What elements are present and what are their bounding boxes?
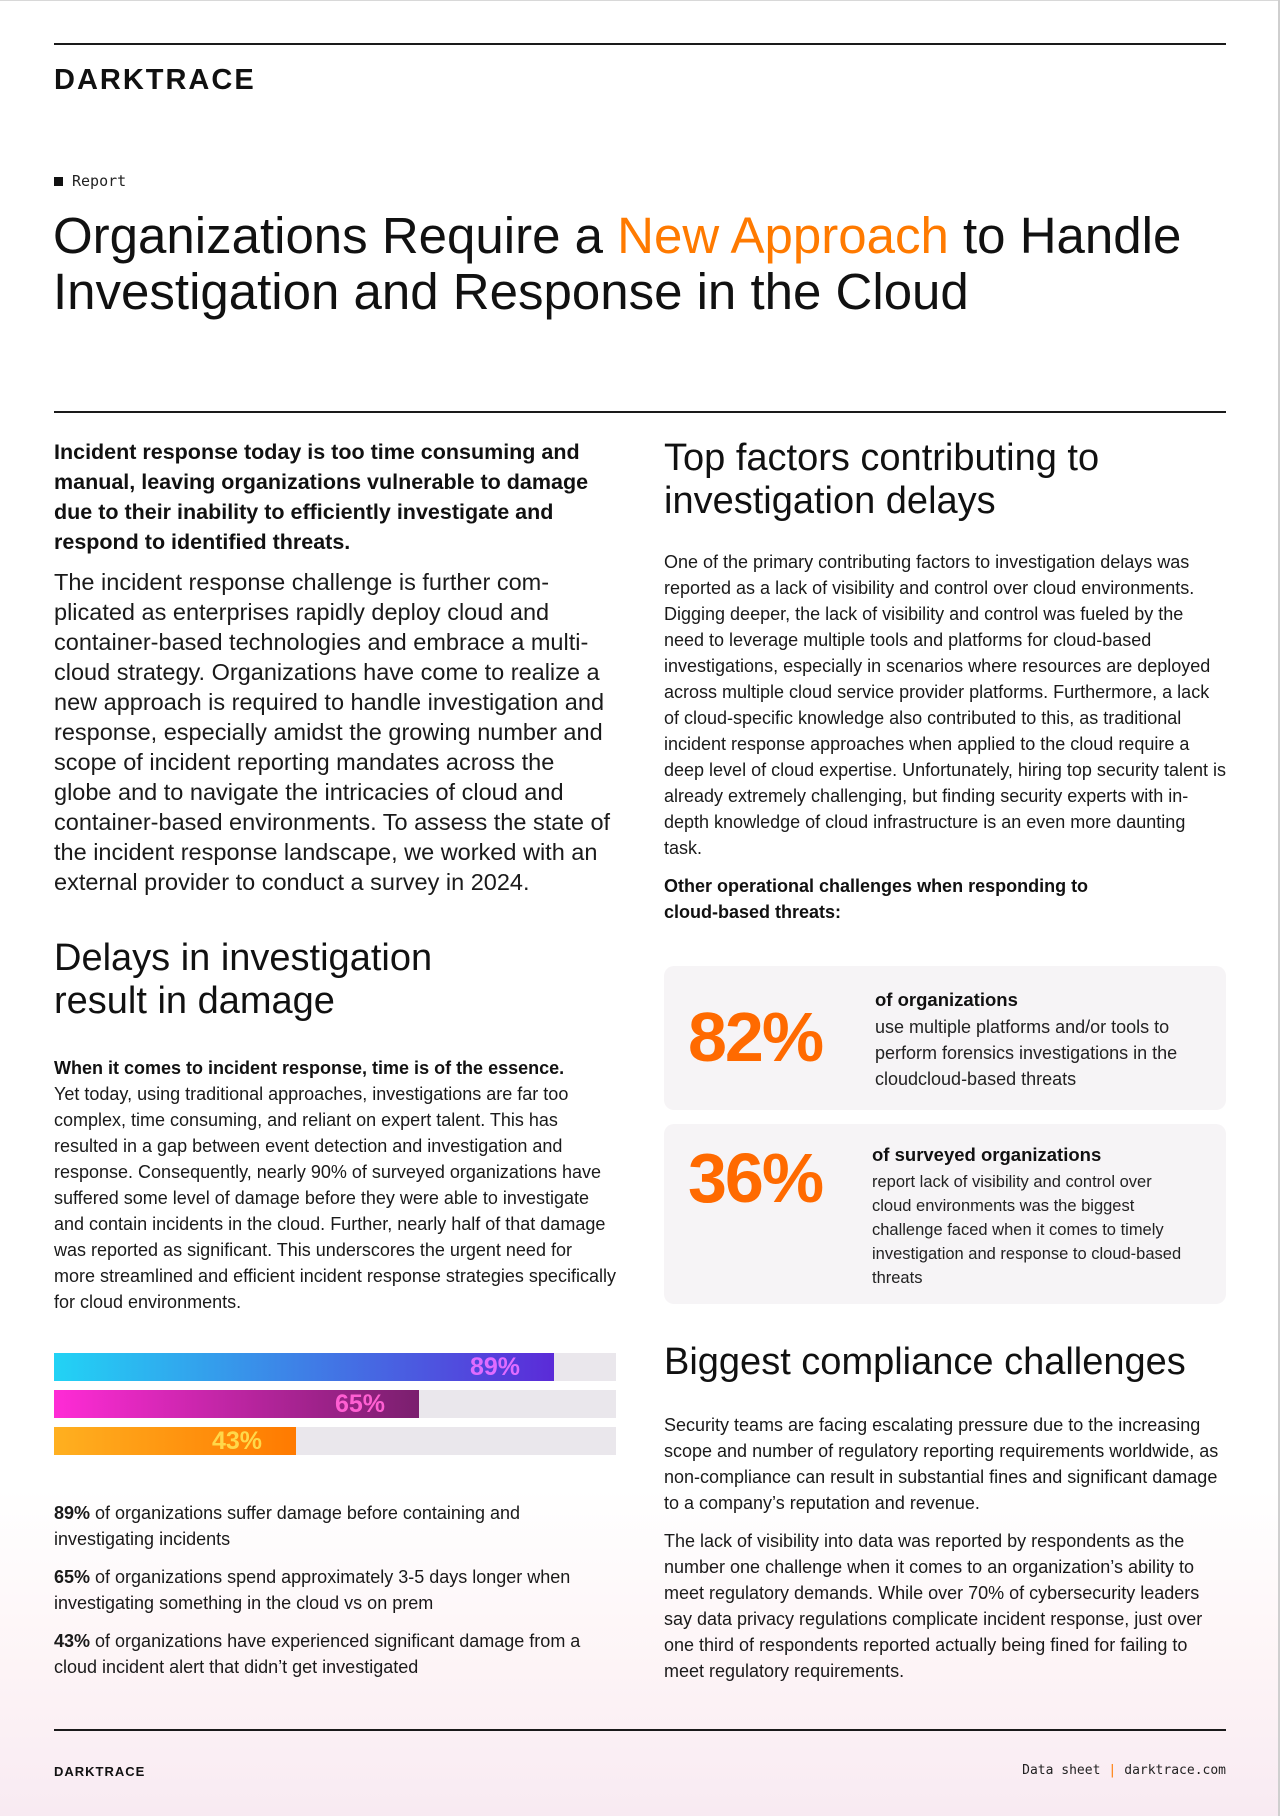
title-part-1: Organizations Require a: [53, 207, 618, 264]
factors-body: One of the primary contributing factors to investigation delays was reported as a lack of visibility and control over cloud environments. Digging deeper, the lack of visibility and control was fueled by the need to leverage multiple tools and platforms for cloud-based investigations, especially in scenarios where resources are deployed across multiple cloud service provider platforms. Furthermore, a lack of cloud-specific knowledge also contributed to this, as traditional incident response approaches when applied to the cloud require a deep level of cloud expertise. Unfortunately, hiring top security talent is already extremely challenging, but finding security experts with in-depth knowledge of cloud infrastructure is an even more daunting task.: [664, 552, 1226, 858]
compliance-heading: Biggest compliance challenges: [664, 1341, 1186, 1383]
damage-bar-chart: [54, 1353, 616, 1464]
stat-89: [54, 1500, 616, 1552]
right-column: [664, 437, 1226, 925]
card-82-title: of organizations: [875, 989, 1018, 1010]
footer-doc-type: Data sheet: [1022, 1763, 1101, 1778]
top-rule: [54, 43, 1226, 45]
card-82-body: use multiple platforms and/or tools to perform forensics investigations in the cloudcloud-based threats: [875, 1017, 1178, 1089]
stat-43-pct: 43%: [54, 1631, 91, 1651]
damage-stats: [54, 1500, 616, 1692]
card-82-pct: 82%: [688, 998, 823, 1076]
stat-65-text: of organizations spend approximately 3-5 days longer when investigating something in the cloud vs on prem: [54, 1567, 571, 1613]
factors-heading: Top factors contributing to investigation delays: [664, 437, 1100, 522]
delays-heading: Delays in investigation result in damage: [54, 937, 433, 1022]
compliance-paragraph-1: Security teams are facing escalating pressure due to the increasing scope and number of regulatory reporting requirements worldwide, as non-compliance can result in substantial fines and significant damage to a company’s reputation and revenue.: [664, 1415, 1219, 1513]
bar-label-43: 43%: [212, 1427, 263, 1455]
left-column: [54, 437, 616, 1315]
footer-logo: DARKTRACE: [54, 1764, 146, 1779]
card-36-title: of surveyed organizations: [872, 1144, 1102, 1165]
title-accent: New Approach: [617, 207, 949, 264]
bar-label-89: 89%: [470, 1353, 521, 1381]
compliance-section: [664, 1341, 1226, 1684]
page-title: [53, 208, 1243, 320]
square-bullet-icon: [54, 177, 63, 186]
title-part-2: to Handle Investigation and Response in the Cloud: [53, 207, 1182, 320]
bar-label-65: 65%: [335, 1390, 386, 1418]
intro-paragraph: The incident response challenge is further complicated as enterprises rapidly deploy cloud and container-based technologies and embrace a multicloud strategy. Organizations have come to realize a new approach is required to handle investigation and response, especially amidst the growing number and scope of incident reporting mandates across the globe and to navigate the intricacies of cloud and container-based environments. To assess the state of the incident response landscape, we worked with an external provider to conduct a survey in 2024.: [54, 569, 611, 895]
card-36-pct: 36%: [688, 1139, 823, 1217]
stat-card-82: [664, 966, 1226, 1110]
report-tag-label: Report: [72, 172, 127, 190]
page-edge-top: [0, 0, 1280, 1]
stat-89-text: of organizations suffer damage before containing and investigating incidents: [54, 1503, 520, 1549]
stat-43: [54, 1628, 616, 1680]
stat-65-pct: 65%: [54, 1567, 91, 1587]
footer-meta: [1022, 1763, 1226, 1778]
section-rule: [54, 411, 1226, 413]
operational-subhead: Other operational challenges when responding to cloud-based threats:: [664, 876, 1089, 922]
card-36-body: report lack of visibility and control over cloud environments was the biggest challenge faced when it comes to timely investigation and response to cloud-based threats: [872, 1173, 1182, 1287]
intro-lead: Incident response today is too time consuming and manual, leaving organizations vulnerable to damage due to their inability to efficiently investigate and respond to identified threats.: [54, 440, 589, 554]
bar-track-65: [54, 1390, 616, 1418]
stat-card-36: [664, 1124, 1226, 1304]
bar-track-43: [54, 1427, 616, 1455]
stat-43-text: of organizations have experienced significant damage from a cloud incident alert that didn’t get investigated: [54, 1631, 581, 1677]
stat-89-pct: 89%: [54, 1503, 91, 1523]
compliance-paragraph-2: The lack of visibility into data was reported by respondents as the number one challenge when it comes to an organization’s ability to meet regulatory demands. While over 70% of cybersecurity leaders say data privacy regulations complicate incident response, just over one third of respondents reported actually being fined for failing to meet regulatory requirements.: [664, 1531, 1203, 1681]
footer-separator: |: [1108, 1763, 1117, 1778]
delays-lead: When it comes to incident response, time is of the essence.: [54, 1058, 565, 1078]
footer-website[interactable]: darktrace.com: [1124, 1763, 1226, 1778]
report-tag: [54, 172, 126, 190]
delays-body: Yet today, using traditional approaches, investigations are far too complex, time consuming, and reliant on expert talent. This has resulted in a gap between event detection and investigation and response. Consequently, nearly 90% of surveyed organizations have suffered some level of damage before they were able to investigate and contain incidents in the cloud. Further, nearly half of that damage was reported as significant. This underscores the urgent need for more streamlined and efficient incident response strategies specifically for cloud environments.: [54, 1084, 616, 1312]
bar-track-89: [54, 1353, 616, 1381]
footer-rule: [54, 1729, 1226, 1731]
darktrace-logo: DARKTRACE: [54, 64, 256, 96]
stat-65: [54, 1564, 616, 1616]
